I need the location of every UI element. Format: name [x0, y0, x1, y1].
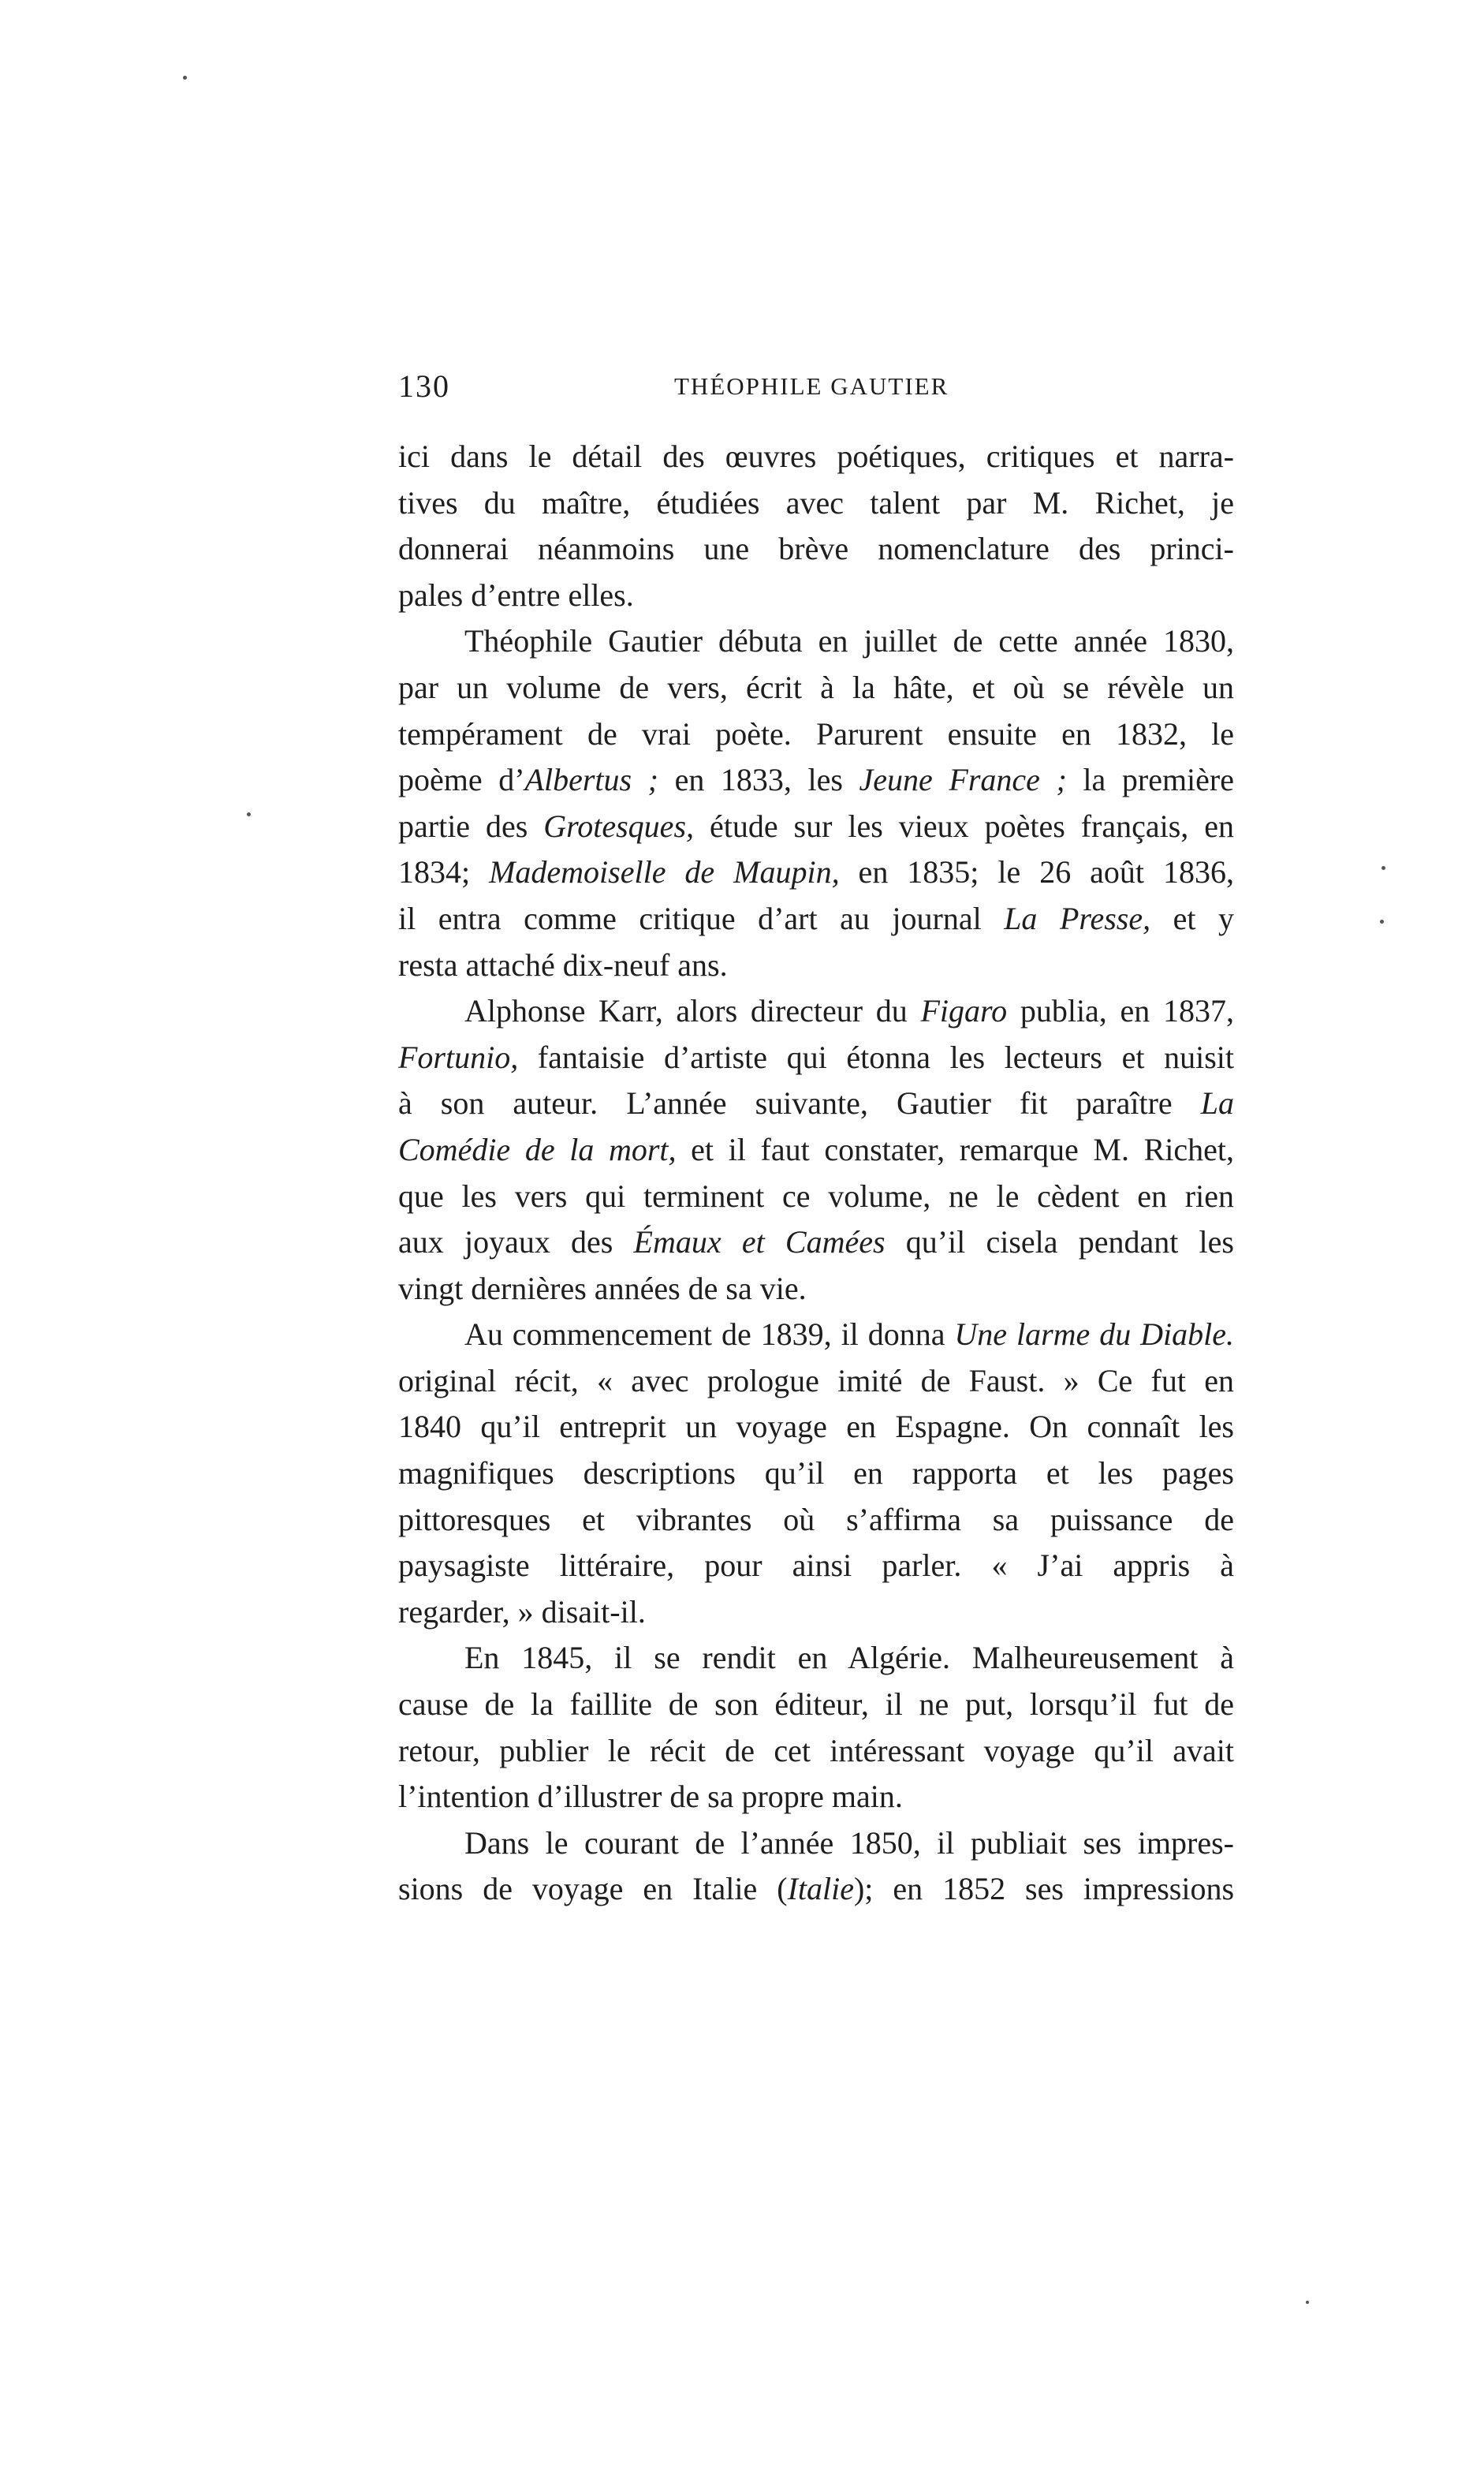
text-line	[398, 480, 1234, 527]
text-line	[398, 1450, 1234, 1497]
text-run: par un volume de vers, écrit à la hâte, et où se révèle un	[398, 669, 1234, 705]
italic-title: La Presse,	[1004, 900, 1151, 936]
text-run: Au commencement de 1839, il donna	[464, 1316, 955, 1353]
print-speck	[1381, 866, 1385, 870]
text-line	[398, 618, 1234, 665]
italic-title: Une larme du Diable.	[954, 1316, 1235, 1353]
text-line	[398, 1728, 1234, 1775]
text-line	[398, 757, 1234, 804]
text-run: paysagiste littéraire, pour ainsi parler. « J’ai appris à	[398, 1548, 1234, 1584]
italic-title: Émaux et Camées	[633, 1224, 886, 1260]
italic-title: Albertus ;	[524, 762, 658, 798]
text-line	[398, 1312, 1234, 1358]
text-run: et il faut constater, remarque M. Richet,	[676, 1131, 1234, 1167]
text-run: partie des	[398, 808, 544, 844]
text-line	[398, 665, 1234, 711]
text-line	[398, 849, 1234, 896]
text-run: à son auteur. L’année suivante, Gautier fit paraître	[398, 1085, 1201, 1122]
text-line	[398, 943, 1234, 989]
text-run: En 1845, il se rendit en Algérie. Malheureusement à	[464, 1640, 1234, 1676]
text-line	[398, 1035, 1234, 1081]
text-run: resta attaché dix-neuf ans.	[398, 946, 728, 983]
page-header	[398, 368, 1234, 415]
text-run: magnifiques descriptions qu’il en rapporta et les pages	[398, 1455, 1234, 1492]
text-line	[398, 1543, 1234, 1589]
italic-title: Figaro	[920, 993, 1008, 1029]
text-line	[398, 1589, 1234, 1636]
text-line	[398, 988, 1234, 1035]
running-title: THÉOPHILE GAUTIER	[674, 372, 949, 400]
text-run: la première	[1066, 762, 1235, 798]
print-speck	[1380, 920, 1384, 924]
italic-title: La	[1200, 1085, 1234, 1122]
italic-title: Comédie de la mort,	[398, 1131, 677, 1167]
italic-title: Italie	[787, 1871, 854, 1907]
text-run: que les vers qui terminent ce volume, ne le cèdent en rien	[398, 1178, 1234, 1214]
text-line	[398, 1774, 1234, 1820]
text-run: ); en 1852 ses impressions	[853, 1871, 1235, 1907]
text-run: tives du maître, étudiées avec talent par M. Richet, je	[398, 484, 1234, 521]
text-line	[398, 1497, 1234, 1544]
text-run: original récit, « avec prologue imité de Faust. » Ce fut en	[398, 1362, 1234, 1398]
text-line	[398, 1081, 1234, 1127]
text-line	[398, 1635, 1234, 1682]
print-speck	[183, 76, 187, 80]
text-line	[398, 1682, 1234, 1728]
text-run: pales d’entre elles.	[398, 577, 634, 613]
text-run: Théophile Gautier débuta en juillet de cette année 1830,	[464, 623, 1234, 659]
italic-title: Fortunio,	[398, 1039, 519, 1075]
page-number: 130	[398, 368, 450, 404]
italic-title: Grotesques,	[543, 808, 695, 844]
text-run: poème d’	[398, 762, 525, 798]
text-line	[398, 434, 1234, 480]
text-run: l’intention d’illustrer de sa propre main.	[398, 1779, 903, 1815]
text-run: cause de la faillite de son éditeur, il ne put, lorsqu’il fut de	[398, 1686, 1234, 1723]
text-run: et y	[1150, 900, 1234, 936]
body-text	[398, 434, 1234, 1913]
text-run: qu’il cisela pendant les	[885, 1224, 1234, 1260]
print-speck	[247, 812, 251, 816]
text-line	[398, 1174, 1234, 1220]
text-run: étude sur les vieux poètes français, en	[694, 808, 1234, 844]
text-line	[398, 896, 1234, 943]
text-run: 1840 qu’il entreprit un voyage en Espagne. On connaît les	[398, 1409, 1234, 1445]
text-run: retour, publier le récit de cet intéressant voyage qu’il avait	[398, 1732, 1234, 1768]
text-run: regarder, » disait-il.	[398, 1593, 646, 1630]
text-line	[398, 711, 1234, 758]
text-run: publia, en 1837,	[1007, 993, 1234, 1029]
text-run: Alphonse Karr, alors directeur du	[464, 993, 921, 1029]
text-line	[398, 1820, 1234, 1867]
text-run: en 1833, les	[658, 762, 859, 798]
text-run: il entra comme critique d’art au journal	[398, 900, 1005, 936]
text-line	[398, 1404, 1234, 1450]
text-line	[398, 1127, 1234, 1174]
text-run: tempérament de vrai poète. Parurent ensuite en 1832, le	[398, 715, 1234, 752]
text-line	[398, 526, 1234, 573]
text-run: sions de voyage en Italie (	[398, 1871, 788, 1907]
text-line	[398, 1866, 1234, 1913]
text-line	[398, 573, 1234, 619]
text-run: Dans le courant de l’année 1850, il publiait ses impres-	[464, 1824, 1234, 1861]
text-run: 1834;	[398, 854, 490, 890]
text-run: vingt dernières années de sa vie.	[398, 1270, 807, 1306]
text-run: pittoresques et vibrantes où s’affirma sa puissance de	[398, 1501, 1234, 1537]
italic-title: Jeune France ;	[859, 762, 1067, 798]
text-line	[398, 1219, 1234, 1266]
text-run: en 1835; le 26 août 1836,	[839, 854, 1234, 890]
text-run: fantaisie d’artiste qui étonna les lecteurs et nuisit	[518, 1039, 1234, 1075]
italic-title: Mademoiselle de Maupin,	[489, 854, 840, 890]
text-line	[398, 1358, 1234, 1405]
text-line	[398, 1266, 1234, 1312]
text-run: aux joyaux des	[398, 1224, 634, 1260]
text-run: ici dans le détail des œuvres poétiques, critiques et narra-	[398, 439, 1234, 474]
text-run: donnerai néanmoins une brève nomenclature des princi-	[398, 531, 1234, 567]
text-line	[398, 804, 1234, 850]
print-speck	[1306, 2301, 1309, 2304]
